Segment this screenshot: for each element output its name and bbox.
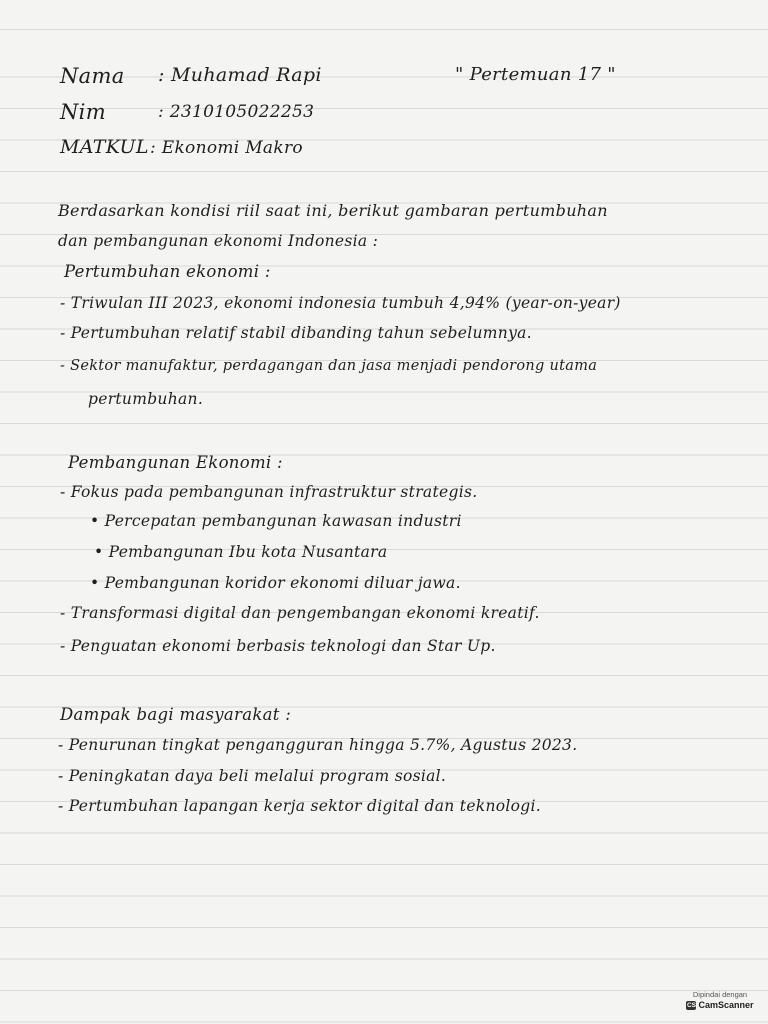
stamp-top-text: Dipindai dengan: [692, 990, 748, 999]
pembangunan-title: Pembangunan Ekonomi :: [68, 453, 283, 472]
stamp-bottom-row: [684, 999, 756, 1011]
pembangunan-item: - Transformasi digital dan pengembangan ekonomi kreatif.: [60, 604, 540, 622]
intro-line-1: Berdasarkan kondisi riil saat ini, berikut gambaran pertumbuhan: [58, 201, 608, 220]
pembangunan-subitem: • Percepatan pembangunan kawasan industri: [90, 512, 462, 530]
pembangunan-subitem: • Pembangunan koridor ekonomi diluar jawa.: [90, 574, 461, 592]
nama-value: : Muhamad Rapi: [158, 64, 322, 86]
pertemuan-label: " Pertemuan 17 ": [455, 64, 616, 85]
camscanner-stamp: [684, 990, 756, 1016]
nama-label: Nama: [60, 64, 125, 88]
dampak-item: - Penurunan tingkat pengangguran hingga 5.7%, Agustus 2023.: [58, 736, 578, 754]
stamp-bottom-text: CamScanner: [698, 1000, 754, 1010]
pembangunan-subitem: • Pembangunan Ibu kota Nusantara: [94, 543, 388, 561]
dampak-item: - Pertumbuhan lapangan kerja sektor digital dan teknologi.: [58, 797, 541, 815]
nim-value: : 2310105022253: [158, 102, 315, 122]
matkul-label: MATKUL: [60, 136, 149, 158]
pembangunan-item: - Fokus pada pembangunan infrastruktur strategis.: [60, 483, 478, 501]
pertumbuhan-item: - Sektor manufaktur, perdagangan dan jasa menjadi pendorong utama: [60, 358, 598, 374]
camscanner-icon: CS: [686, 1001, 696, 1009]
intro-line-2: dan pembangunan ekonomi Indonesia :: [58, 232, 379, 250]
pembangunan-item: - Penguatan ekonomi berbasis teknologi dan Star Up.: [60, 637, 496, 655]
pertumbuhan-item: pertumbuhan.: [88, 390, 204, 408]
pertumbuhan-item: - Pertumbuhan relatif stabil dibanding tahun sebelumnya.: [60, 324, 532, 342]
pertumbuhan-title: Pertumbuhan ekonomi :: [64, 262, 271, 281]
dampak-title: Dampak bagi masyarakat :: [60, 705, 292, 724]
matkul-value: : Ekonomi Makro: [150, 138, 303, 158]
dampak-item: - Peningkatan daya beli melalui program sosial.: [58, 767, 447, 785]
nim-label: Nim: [60, 100, 106, 124]
pertumbuhan-item: - Triwulan III 2023, ekonomi indonesia tumbuh 4,94% (year-on-year): [60, 294, 621, 312]
